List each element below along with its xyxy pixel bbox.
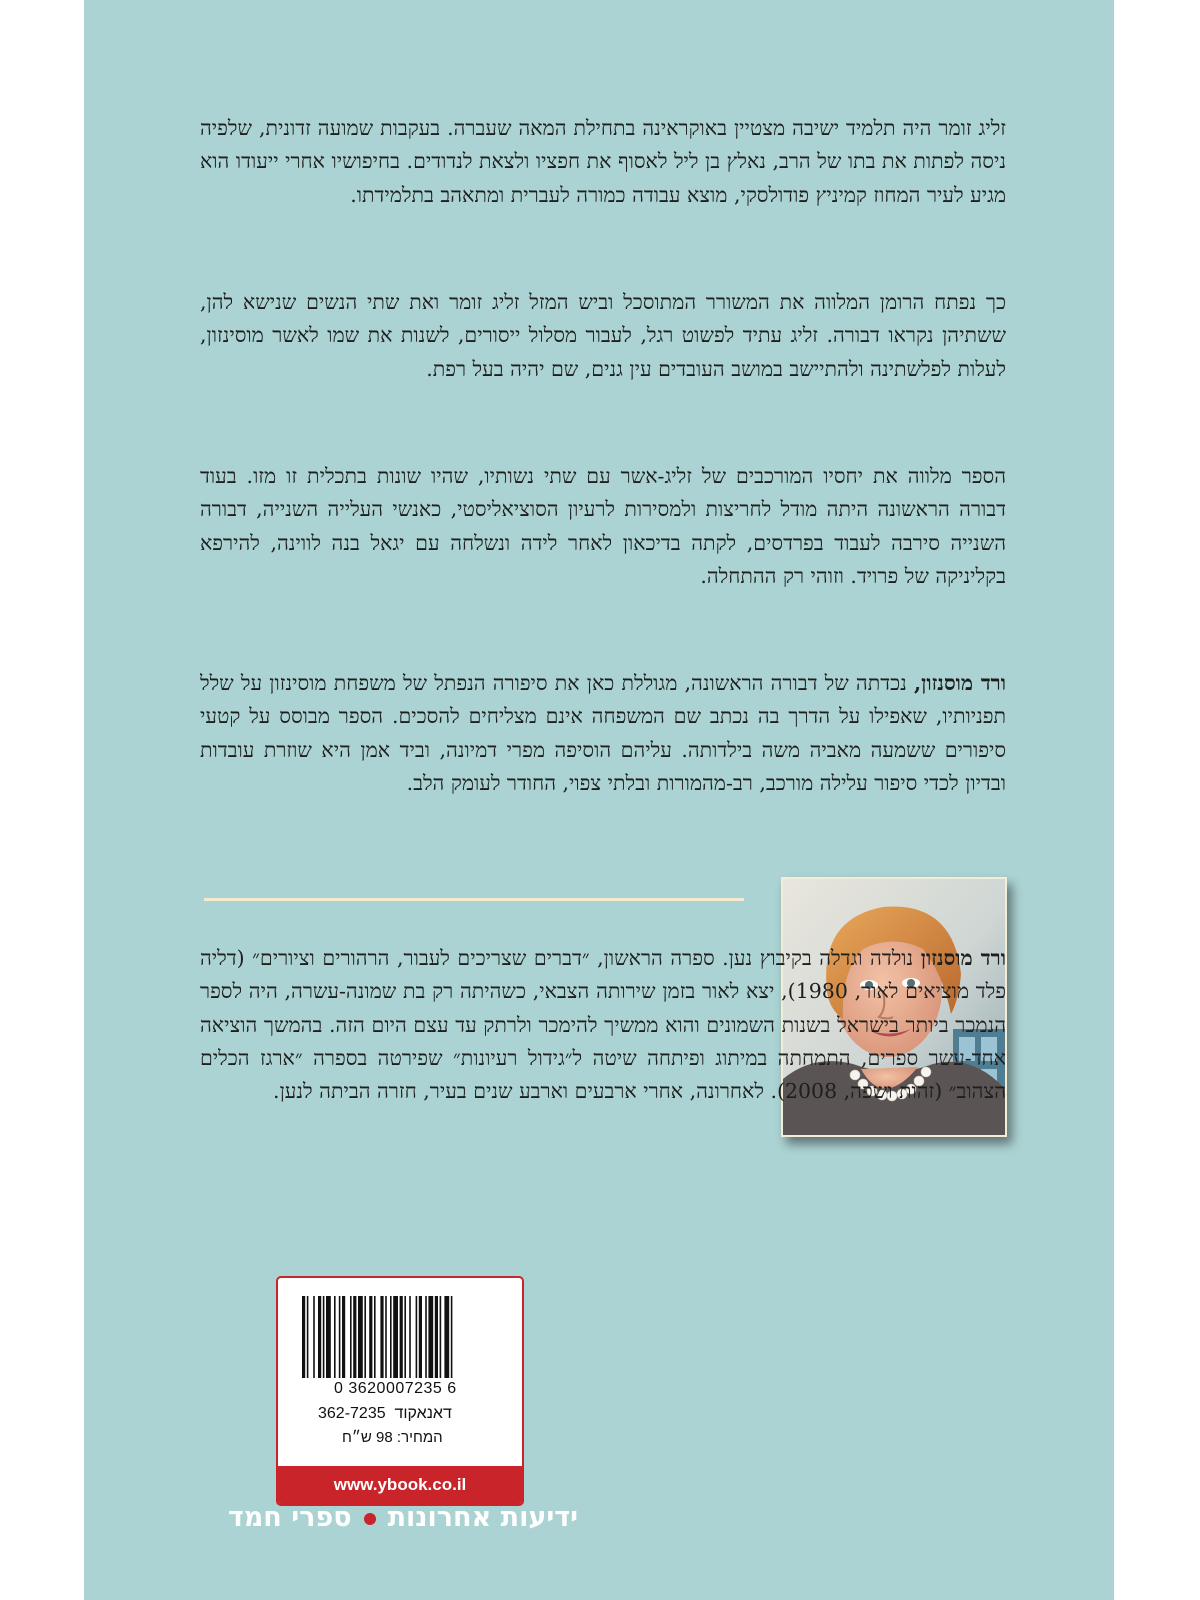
blurb-paragraph-4-text: נכדתה של דבורה הראשונה, מגוללת כאן את סיפורה הנפתל של משפחת מוסינזון על שלל תפניותיו, שאפילו על הדרך בה נכתב שם המשפחה אינם מצליחים להסכים. הספר מבוסס על קטעי סיפורים ששמעה מאביה משה בילדותה. עליהם הוסיפה מפרי דמיונה, וביד אמן היא שוזרת עובדות ובדיון לכדי סיפור עלילה מורכב, רב-מהמורות ובלתי צפוי, החודר לעומק הלב.: [200, 671, 1006, 795]
blurb-paragraph-4: [200, 667, 1006, 800]
price: המחיר: 98 ש״ח: [342, 1429, 443, 1446]
barcode-icon: [302, 1296, 498, 1378]
danacode-row: [318, 1405, 452, 1423]
blurb-paragraph-1: זליג זומר היה תלמיד ישיבה מצטיין באוקראינה בתחילת המאה שעברה. בעקבות שמועה זדונית, שלפיה ניסה לפתות את בתו של הרב, נאלץ בן ליל לאסוף את חפציו ולצאת לנדודים. בחיפושיו אחרי ייעודו הוא מגיע לעיר המחוז קמיניץ פודולסקי, מוצא עבודה כמורה לעברית ומתאהב בתלמידתו.: [200, 116, 1006, 207]
author-bio-name: ורד מוסנזון: [920, 946, 1006, 970]
danacode-label: דאנאקוד: [394, 1405, 452, 1422]
blurb-paragraph-2: כך נפתח הרומן המלווה את המשורר המתוסכל וביש המזל זליג זומר ואת שתי הנשים שנישא להן, ששתיהן נקראו דבורה. זליג עתיד לפשוט רגל, לעבור מסלול ייסורים, לשנות את שמו לאשר מוסינזון, לעלות לפלשתינה ולהתיישב במושב העובדים עין גנים, שם יהיה בעל רפת.: [200, 290, 1006, 381]
barcode-label: [276, 1276, 524, 1506]
publisher-website: www.ybook.co.il: [278, 1466, 522, 1504]
danacode-value: 362-7235: [318, 1405, 386, 1422]
author-bio-text: נולדה וגדלה בקיבוץ נען. ספרה הראשון, ״דברים שצריכים לעבור, הרהורים וציורים״ (דליה פלד מוציאים לאור, 1980), יצא לאור בזמן שירותה הצבאי, כשהיתה רק בת שמונה-עשרה, היה לספר הנמכר ביותר בישראל בשנות השמונים והוא ממשיך להימכר ולרתק עד עצם היום הזה. בהמשך הוציאה אחד-עשר ספרים, התמחתה במיתוג ופיתחה שיטה ל״גידול רעיונות״ שפירטה בספרה ״ארגז הכלים הצהוב״ (זהות ושפה, 2008). לאחרונה, אחרי ארבעים וארבע שנים בעיר, חזרה הביתה לנען.: [200, 946, 1006, 1104]
publisher-name-right: ספרי חמד: [227, 1502, 352, 1533]
publisher-imprint: [218, 1498, 588, 1538]
publisher-name-left: ידיעות אחרונות: [387, 1502, 579, 1533]
blurb-paragraph-3: הספר מלווה את יחסיו המורכבים של זליג-אשר עם שתי נשותיו, שהיו שונות בתכלית זו מזו. בעוד דבורה הראשונה היתה מודל לחריצות ולמסירות לרעיון הסוציאליסטי, כאנשי העלייה השנייה, דבורה השנייה סירבה לעבוד בפרדסים, לקתה בדיכאון לאחר לידה ונשלחה עם יגאל בנה לווינה, להירפא בקליניקה של פרויד. וזוהי רק ההתחלה.: [200, 464, 1006, 588]
author-bio: [200, 942, 1006, 1108]
author-name-bold: ורד מוסנזון,: [913, 671, 1006, 695]
section-divider: [204, 898, 744, 901]
barcode-number: 0 3620007235 6: [334, 1380, 457, 1397]
bullet-dot-icon: [364, 1513, 376, 1525]
